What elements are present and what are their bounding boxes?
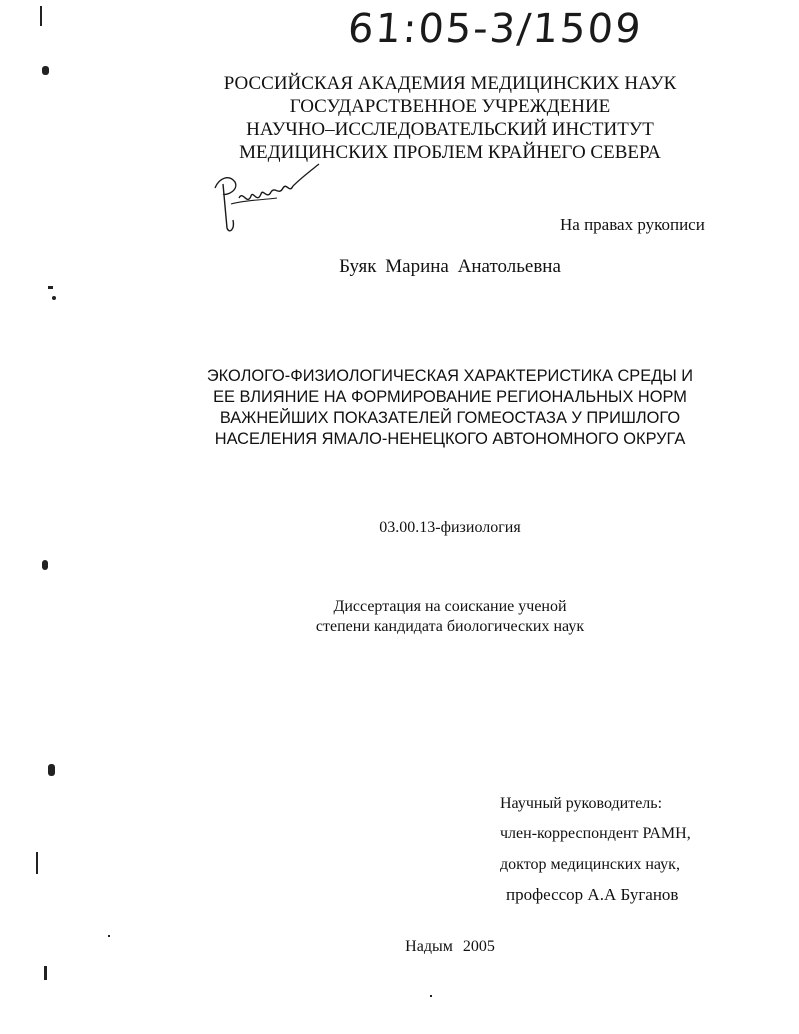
rights-note: На правах рукописи bbox=[560, 215, 705, 234]
dissertation-title bbox=[120, 366, 780, 450]
city-year: Надым 2005 bbox=[405, 938, 495, 955]
scan-artifact bbox=[40, 6, 42, 26]
degree-line: Диссертация на соискание ученой bbox=[333, 598, 567, 615]
scan-artifact bbox=[430, 995, 432, 997]
archive-number: 61:05-3/1509 bbox=[346, 6, 645, 52]
title-line: ЭКОЛОГО-ФИЗИОЛОГИЧЕСКАЯ ХАРАКТЕРИСТИКА СРЕДЫ И bbox=[206, 367, 694, 385]
author-name: Буяк Марина Анатольевна bbox=[339, 256, 561, 277]
title-line: НАСЕЛЕНИЯ ЯМАЛО-НЕНЕЦКОГО АВТОНОМНОГО ОКРУГА bbox=[214, 430, 686, 448]
dissertation-degree bbox=[200, 597, 700, 637]
title-line: ЕЕ ВЛИЯНИЕ НА ФОРМИРОВАНИЕ РЕГИОНАЛЬНЫХ НОРМ bbox=[213, 388, 687, 406]
institution-line: РОССИЙСКАЯ АКАДЕМИЯ МЕДИЦИНСКИХ НАУК bbox=[223, 73, 677, 94]
signature bbox=[205, 160, 325, 235]
scan-artifact bbox=[48, 286, 53, 289]
advisor-line: доктор медицинских наук, bbox=[500, 856, 680, 873]
institution-line: ГОСУДАРСТВЕННОЕ УЧРЕЖДЕНИЕ bbox=[289, 96, 611, 117]
scan-artifact bbox=[44, 966, 47, 980]
specialty-code: 03.00.13-физиология bbox=[379, 519, 521, 536]
advisor-line: член-корреспондент РАМН, bbox=[500, 825, 691, 842]
scan-artifact bbox=[48, 764, 55, 776]
scan-artifact bbox=[52, 296, 56, 300]
advisor-line: Научный руководитель: bbox=[500, 795, 663, 812]
institution-line: НАУЧНО–ИССЛЕДОВАТЕЛЬСКИЙ ИНСТИТУТ bbox=[246, 119, 654, 140]
scan-artifact bbox=[42, 66, 49, 75]
scan-artifact bbox=[108, 935, 110, 937]
institution-header bbox=[180, 72, 720, 164]
scan-artifact bbox=[36, 852, 38, 874]
institution-line: МЕДИЦИНСКИХ ПРОБЛЕМ КРАЙНЕГО СЕВЕРА bbox=[239, 142, 661, 163]
advisor-line: профессор А.А Буганов bbox=[506, 885, 679, 904]
scan-artifact bbox=[42, 560, 48, 570]
title-line: ВАЖНЕЙШИХ ПОКАЗАТЕЛЕЙ ГОМЕОСТАЗА У ПРИШЛОГО bbox=[219, 409, 681, 427]
degree-line: степени кандидата биологических наук bbox=[315, 618, 585, 635]
